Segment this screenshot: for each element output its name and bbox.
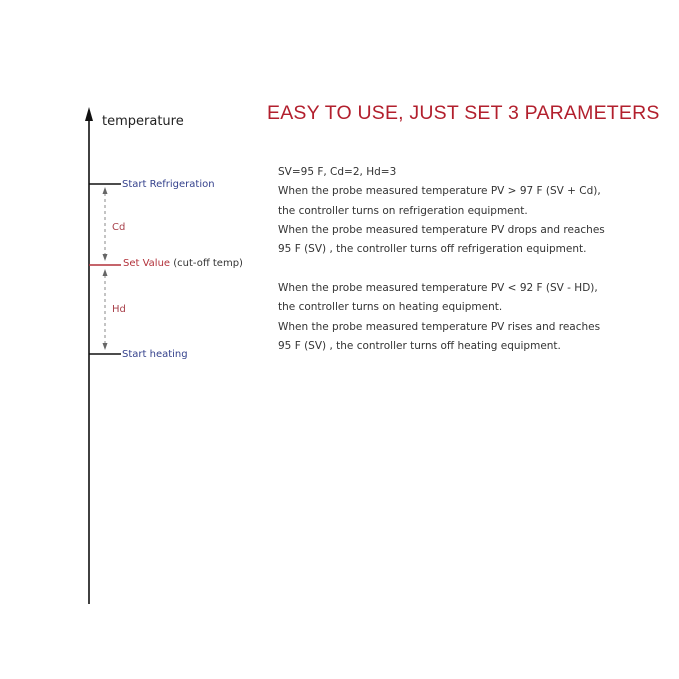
description-line: 95 F (SV) , the controller turns off refrigeration equipment.: [278, 243, 587, 256]
hd-arrow-down-icon: [103, 343, 108, 350]
description-block-1: [278, 163, 638, 259]
headline: EASY TO USE, JUST SET 3 PARAMETERS: [267, 102, 660, 124]
description-block-2: [278, 279, 638, 356]
description-line: When the probe measured temperature PV rises and reaches: [278, 320, 601, 333]
cd-label: Cd: [112, 222, 126, 233]
start-heating-label: Start heating: [122, 349, 188, 360]
description-line: the controller turns on heating equipment.: [278, 301, 503, 314]
description-line: When the probe measured temperature PV < 92 F (SV - HD),: [278, 282, 598, 294]
set-value-text: Set Value: [123, 258, 171, 269]
set-value-note: (cut-off temp): [173, 258, 243, 269]
cd-arrow-down-icon: [103, 254, 108, 261]
hd-arrow-up-icon: [103, 269, 108, 276]
set-value-label: [123, 259, 243, 269]
description-line: the controller turns on refrigeration equipment.: [278, 204, 528, 217]
start-refrigeration-label: Start Refrigeration: [122, 179, 215, 190]
description-line: When the probe measured temperature PV drops and reaches: [278, 223, 605, 236]
cd-arrow-up-icon: [103, 187, 108, 194]
description-line: SV=95 F, Cd=2, Hd=3: [278, 166, 397, 178]
hd-label: Hd: [112, 304, 126, 315]
cd-dashed-arrow: [103, 187, 108, 261]
hd-dashed-arrow: [103, 269, 108, 350]
axis-label: temperature: [102, 114, 184, 129]
description-line: When the probe measured temperature PV > 97 F (SV + Cd),: [278, 185, 601, 198]
description-line: 95 F (SV) , the controller turns off heating equipment.: [278, 339, 561, 352]
axis-arrow-icon: [85, 107, 93, 121]
